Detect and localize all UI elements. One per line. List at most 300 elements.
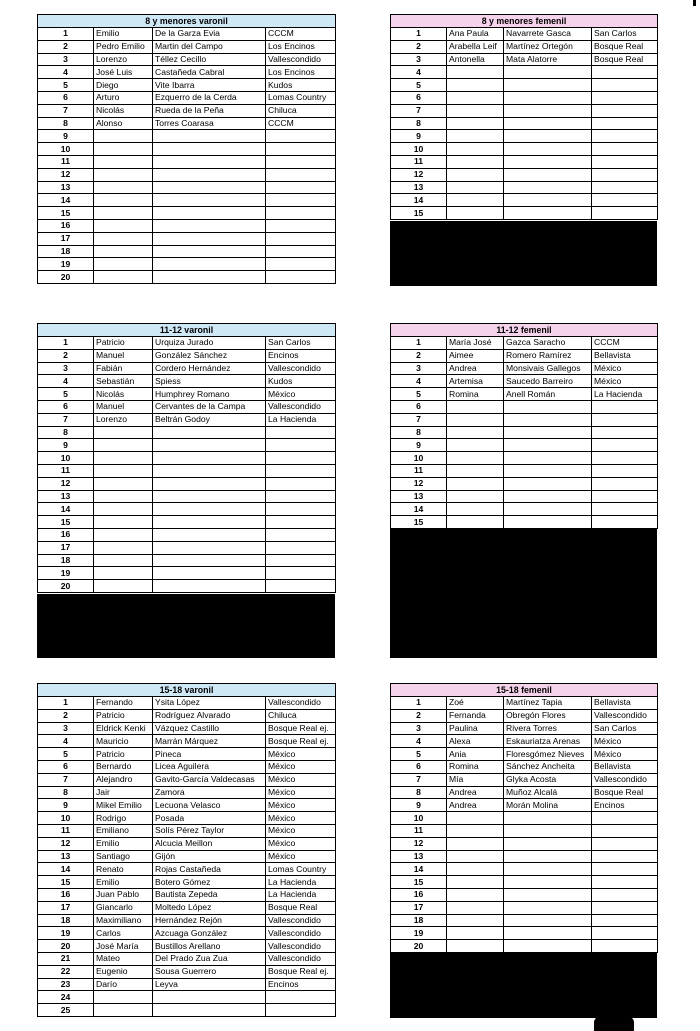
last-name-cell: Eskauriatza Arenas xyxy=(504,735,592,748)
club-cell: Chiluca xyxy=(266,104,336,117)
table-row xyxy=(38,876,336,889)
first-name-cell xyxy=(447,503,504,516)
row-number: 12 xyxy=(38,168,94,181)
first-name-cell xyxy=(447,452,504,465)
table-row xyxy=(391,28,658,41)
table-row xyxy=(391,786,658,799)
table-row xyxy=(38,914,336,927)
first-name-cell xyxy=(94,490,153,503)
first-name-cell xyxy=(447,400,504,413)
club-cell xyxy=(592,812,658,825)
row-number: 4 xyxy=(38,66,94,79)
row-number: 12 xyxy=(38,477,94,490)
table-row xyxy=(391,155,658,168)
first-name-cell: María José xyxy=(447,337,504,350)
table-row xyxy=(38,773,336,786)
last-name-cell: González Sánchez xyxy=(153,349,266,362)
club-cell: México xyxy=(266,812,336,825)
first-name-cell: Paulina xyxy=(447,722,504,735)
table-row xyxy=(38,748,336,761)
club-cell: Bosque Real xyxy=(592,53,658,66)
first-name-cell: Emilio xyxy=(94,837,153,850)
last-name-cell: Pineca xyxy=(153,748,266,761)
club-cell xyxy=(592,91,658,104)
first-name-cell xyxy=(94,528,153,541)
first-name-cell: Andrea xyxy=(447,786,504,799)
table-row xyxy=(391,837,658,850)
first-name-cell: Patricio xyxy=(94,748,153,761)
last-name-cell: Solís Pérez Taylor xyxy=(153,824,266,837)
last-name-cell xyxy=(504,888,592,901)
last-name-cell xyxy=(153,168,266,181)
first-name-cell: José María xyxy=(94,940,153,953)
table-row xyxy=(38,528,336,541)
club-cell xyxy=(266,426,336,439)
table-row xyxy=(38,503,336,516)
club-cell xyxy=(266,130,336,143)
club-cell xyxy=(266,439,336,452)
row-number: 6 xyxy=(38,400,94,413)
row-number: 10 xyxy=(38,812,94,825)
table-row xyxy=(391,709,658,722)
first-name-cell xyxy=(447,130,504,143)
last-name-cell xyxy=(153,181,266,194)
last-name-cell xyxy=(153,439,266,452)
table-row xyxy=(38,91,336,104)
last-name-cell xyxy=(504,927,592,940)
row-number: 5 xyxy=(38,748,94,761)
club-cell xyxy=(592,888,658,901)
last-name-cell: Botero Gómez xyxy=(153,876,266,889)
last-name-cell xyxy=(504,155,592,168)
row-number: 9 xyxy=(391,130,447,143)
last-name-cell: Martínez Ortegón xyxy=(504,40,592,53)
club-cell xyxy=(266,991,336,1004)
club-cell xyxy=(592,464,658,477)
row-number: 9 xyxy=(38,439,94,452)
first-name-cell xyxy=(447,104,504,117)
first-name-cell xyxy=(447,426,504,439)
last-name-cell xyxy=(504,130,592,143)
table-row xyxy=(38,66,336,79)
table-15-18-varonil xyxy=(37,683,336,1017)
first-name-cell: Romina xyxy=(447,388,504,401)
last-name-cell xyxy=(504,876,592,889)
club-cell xyxy=(592,439,658,452)
row-number: 3 xyxy=(38,722,94,735)
row-number: 3 xyxy=(391,362,447,375)
club-cell xyxy=(266,258,336,271)
first-name-cell: Patricio xyxy=(94,709,153,722)
club-cell: Kudos xyxy=(266,375,336,388)
row-number: 1 xyxy=(38,28,94,41)
table-title: 15-18 femenil xyxy=(391,684,658,697)
row-number: 10 xyxy=(38,452,94,465)
last-name-cell: Posada xyxy=(153,812,266,825)
row-number: 12 xyxy=(38,837,94,850)
row-number: 16 xyxy=(38,528,94,541)
club-cell xyxy=(592,503,658,516)
table-row xyxy=(391,901,658,914)
row-number: 11 xyxy=(38,824,94,837)
row-number: 12 xyxy=(391,477,447,490)
last-name-cell xyxy=(504,914,592,927)
club-cell: México xyxy=(266,748,336,761)
table-row xyxy=(38,837,336,850)
first-name-cell xyxy=(94,155,153,168)
club-cell xyxy=(592,168,658,181)
club-cell xyxy=(592,863,658,876)
club-cell: La Hacienda xyxy=(266,876,336,889)
table-row xyxy=(391,104,658,117)
club-cell: Vallescondido xyxy=(592,709,658,722)
row-number: 4 xyxy=(38,735,94,748)
last-name-cell: Bustillos Arellano xyxy=(153,940,266,953)
table-row xyxy=(38,388,336,401)
row-number: 1 xyxy=(391,28,447,41)
table-11-12-varonil xyxy=(37,323,336,593)
redaction-block-8-femenil xyxy=(390,221,657,286)
roster-table xyxy=(37,683,336,1017)
club-cell: Chiluca xyxy=(266,709,336,722)
first-name-cell xyxy=(447,863,504,876)
last-name-cell: Del Prado Zua Zua xyxy=(153,952,266,965)
first-name-cell xyxy=(94,143,153,156)
first-name-cell xyxy=(447,194,504,207)
table-row xyxy=(391,940,658,953)
row-number: 15 xyxy=(38,516,94,529)
table-row xyxy=(391,337,658,350)
last-name-cell: Alcucia Meillon xyxy=(153,837,266,850)
first-name-cell: Alonso xyxy=(94,117,153,130)
table-row xyxy=(391,735,658,748)
first-name-cell xyxy=(447,850,504,863)
first-name-cell: Mikel Emilio xyxy=(94,799,153,812)
first-name-cell: Santiago xyxy=(94,850,153,863)
first-name-cell: Fernando xyxy=(94,697,153,710)
last-name-cell xyxy=(504,104,592,117)
row-number: 17 xyxy=(38,541,94,554)
first-name-cell xyxy=(447,168,504,181)
last-name-cell xyxy=(504,413,592,426)
first-name-cell: Jair xyxy=(94,786,153,799)
club-cell xyxy=(266,155,336,168)
club-cell: Vallescondido xyxy=(266,940,336,953)
row-number: 11 xyxy=(38,464,94,477)
table-row xyxy=(391,824,658,837)
table-row xyxy=(391,490,658,503)
club-cell: Lomas Country xyxy=(266,863,336,876)
first-name-cell: Mateo xyxy=(94,952,153,965)
table-row xyxy=(391,888,658,901)
table-row xyxy=(391,168,658,181)
table-row xyxy=(38,940,336,953)
table-row xyxy=(391,439,658,452)
club-cell xyxy=(592,104,658,117)
club-cell: Bellavista xyxy=(592,760,658,773)
table-row xyxy=(391,375,658,388)
row-number: 17 xyxy=(38,232,94,245)
club-cell: Kudos xyxy=(266,79,336,92)
first-name-cell xyxy=(447,117,504,130)
first-name-cell: Bernardo xyxy=(94,760,153,773)
first-name-cell xyxy=(447,837,504,850)
last-name-cell: Rueda de la Peña xyxy=(153,104,266,117)
table-row xyxy=(38,786,336,799)
last-name-cell xyxy=(504,207,592,220)
row-number: 14 xyxy=(391,863,447,876)
row-number: 1 xyxy=(38,697,94,710)
table-8-menores-femenil xyxy=(390,14,658,220)
table-row xyxy=(391,773,658,786)
table-row xyxy=(38,965,336,978)
last-name-cell xyxy=(504,812,592,825)
last-name-cell: Téllez Cecillo xyxy=(153,53,266,66)
table-row xyxy=(391,426,658,439)
club-cell: CCCM xyxy=(266,117,336,130)
row-number: 13 xyxy=(38,490,94,503)
last-name-cell: Glyka Acosta xyxy=(504,773,592,786)
row-number: 11 xyxy=(38,155,94,168)
first-name-cell: Eldrick Kenki xyxy=(94,722,153,735)
row-number: 10 xyxy=(391,812,447,825)
club-cell: Los Encinos xyxy=(266,40,336,53)
club-cell xyxy=(266,168,336,181)
row-number: 11 xyxy=(391,155,447,168)
row-number: 3 xyxy=(38,362,94,375)
club-cell: Bellavista xyxy=(592,349,658,362)
first-name-cell: Eugenio xyxy=(94,965,153,978)
club-cell xyxy=(592,130,658,143)
first-name-cell xyxy=(447,901,504,914)
first-name-cell xyxy=(94,130,153,143)
first-name-cell: Andrea xyxy=(447,362,504,375)
last-name-cell xyxy=(504,439,592,452)
first-name-cell: Juan Pablo xyxy=(94,888,153,901)
row-number: 13 xyxy=(38,181,94,194)
row-number: 15 xyxy=(391,516,447,529)
first-name-cell: Fabián xyxy=(94,362,153,375)
table-row xyxy=(38,850,336,863)
row-number: 18 xyxy=(38,914,94,927)
row-number: 10 xyxy=(391,143,447,156)
last-name-cell: Torres Coarasa xyxy=(153,117,266,130)
last-name-cell xyxy=(153,580,266,593)
row-number: 14 xyxy=(38,503,94,516)
roster-table xyxy=(390,323,658,529)
last-name-cell xyxy=(504,400,592,413)
first-name-cell: Mauricio xyxy=(94,735,153,748)
row-number: 13 xyxy=(38,850,94,863)
row-number: 22 xyxy=(38,965,94,978)
table-row xyxy=(391,79,658,92)
row-number: 18 xyxy=(38,554,94,567)
club-cell xyxy=(592,940,658,953)
first-name-cell: Manuel xyxy=(94,349,153,362)
club-cell xyxy=(592,155,658,168)
row-number: 19 xyxy=(391,927,447,940)
first-name-cell: Rodrigo xyxy=(94,812,153,825)
first-name-cell: Giancarlo xyxy=(94,901,153,914)
first-name-cell xyxy=(94,426,153,439)
row-number: 9 xyxy=(38,130,94,143)
last-name-cell: Ezquerro de la Cerda xyxy=(153,91,266,104)
first-name-cell xyxy=(447,824,504,837)
table-row xyxy=(38,117,336,130)
row-number: 16 xyxy=(38,888,94,901)
last-name-cell xyxy=(153,503,266,516)
table-row xyxy=(391,812,658,825)
row-number: 7 xyxy=(38,413,94,426)
club-cell: CCCM xyxy=(266,28,336,41)
first-name-cell xyxy=(447,79,504,92)
table-row xyxy=(38,1004,336,1017)
first-name-cell xyxy=(94,258,153,271)
table-row xyxy=(391,697,658,710)
last-name-cell xyxy=(153,207,266,220)
row-number: 20 xyxy=(38,940,94,953)
first-name-cell: Ana Paula xyxy=(447,28,504,41)
first-name-cell xyxy=(94,219,153,232)
club-cell: México xyxy=(592,375,658,388)
first-name-cell xyxy=(94,516,153,529)
last-name-cell xyxy=(504,66,592,79)
table-row xyxy=(38,439,336,452)
row-number: 2 xyxy=(391,709,447,722)
last-name-cell: Anell Román xyxy=(504,388,592,401)
last-name-cell: Leyva xyxy=(153,978,266,991)
roster-table xyxy=(390,683,658,953)
first-name-cell xyxy=(447,490,504,503)
first-name-cell xyxy=(94,503,153,516)
row-number: 5 xyxy=(391,79,447,92)
table-row xyxy=(38,245,336,258)
first-name-cell: Nicolás xyxy=(94,388,153,401)
row-number: 2 xyxy=(391,349,447,362)
club-cell: Bosque Real xyxy=(266,901,336,914)
last-name-cell xyxy=(153,245,266,258)
last-name-cell xyxy=(504,490,592,503)
roster-table xyxy=(37,323,336,593)
club-cell: Vallescondido xyxy=(266,952,336,965)
row-number: 20 xyxy=(38,271,94,284)
club-cell xyxy=(592,79,658,92)
last-name-cell: Marrán Márquez xyxy=(153,735,266,748)
table-row xyxy=(38,28,336,41)
club-cell xyxy=(266,452,336,465)
club-cell: Vallescondido xyxy=(266,914,336,927)
first-name-cell: José Luis xyxy=(94,66,153,79)
table-row xyxy=(391,388,658,401)
table-row xyxy=(38,40,336,53)
last-name-cell: Rodríguez Alvarado xyxy=(153,709,266,722)
row-number: 2 xyxy=(38,349,94,362)
first-name-cell xyxy=(447,477,504,490)
first-name-cell: Sebastián xyxy=(94,375,153,388)
row-number: 3 xyxy=(38,53,94,66)
row-number: 4 xyxy=(391,735,447,748)
club-cell: La Hacienda xyxy=(592,388,658,401)
table-row xyxy=(38,490,336,503)
first-name-cell xyxy=(94,194,153,207)
table-row xyxy=(391,503,658,516)
first-name-cell xyxy=(447,464,504,477)
last-name-cell xyxy=(153,1004,266,1017)
table-row xyxy=(391,207,658,220)
club-cell: Vallescondido xyxy=(266,697,336,710)
club-cell: Encinos xyxy=(266,978,336,991)
table-row xyxy=(391,850,658,863)
table-row xyxy=(38,709,336,722)
table-row xyxy=(391,194,658,207)
table-row xyxy=(38,207,336,220)
row-number: 25 xyxy=(38,1004,94,1017)
row-number: 17 xyxy=(38,901,94,914)
club-cell xyxy=(266,554,336,567)
last-name-cell xyxy=(504,863,592,876)
last-name-cell: Ysita López xyxy=(153,697,266,710)
row-number: 13 xyxy=(391,490,447,503)
first-name-cell: Lorenzo xyxy=(94,413,153,426)
table-row xyxy=(38,219,336,232)
last-name-cell: Mata Alatorre xyxy=(504,53,592,66)
table-row xyxy=(38,697,336,710)
club-cell xyxy=(266,580,336,593)
row-number: 8 xyxy=(391,786,447,799)
row-number: 11 xyxy=(391,824,447,837)
row-number: 19 xyxy=(38,927,94,940)
first-name-cell: Maximiliano xyxy=(94,914,153,927)
club-cell: Vallescondido xyxy=(266,53,336,66)
table-row xyxy=(38,760,336,773)
club-cell xyxy=(266,1004,336,1017)
club-cell: San Carlos xyxy=(592,28,658,41)
first-name-cell xyxy=(447,143,504,156)
club-cell: México xyxy=(266,388,336,401)
first-name-cell xyxy=(447,812,504,825)
table-row xyxy=(391,181,658,194)
club-cell: Encinos xyxy=(592,799,658,812)
first-name-cell xyxy=(94,271,153,284)
first-name-cell xyxy=(94,541,153,554)
last-name-cell xyxy=(504,824,592,837)
first-name-cell: Artemisa xyxy=(447,375,504,388)
last-name-cell: Cordero Hernández xyxy=(153,362,266,375)
row-number: 14 xyxy=(391,503,447,516)
table-11-12-femenil xyxy=(390,323,658,529)
first-name-cell: Emilio xyxy=(94,876,153,889)
table-row xyxy=(391,91,658,104)
last-name-cell xyxy=(153,258,266,271)
table-row xyxy=(391,53,658,66)
table-row xyxy=(38,362,336,375)
last-name-cell: Morán Molina xyxy=(504,799,592,812)
last-name-cell xyxy=(504,516,592,529)
club-cell: Vallescondido xyxy=(266,362,336,375)
row-number: 1 xyxy=(391,697,447,710)
first-name-cell: Arabella Leif xyxy=(447,40,504,53)
table-row xyxy=(38,799,336,812)
first-name-cell: Manuel xyxy=(94,400,153,413)
first-name-cell xyxy=(94,232,153,245)
table-row xyxy=(391,863,658,876)
last-name-cell: Martin del Campo xyxy=(153,40,266,53)
last-name-cell: Moltedo López xyxy=(153,901,266,914)
club-cell xyxy=(592,207,658,220)
last-name-cell xyxy=(504,79,592,92)
club-cell xyxy=(266,503,336,516)
row-number: 15 xyxy=(38,876,94,889)
